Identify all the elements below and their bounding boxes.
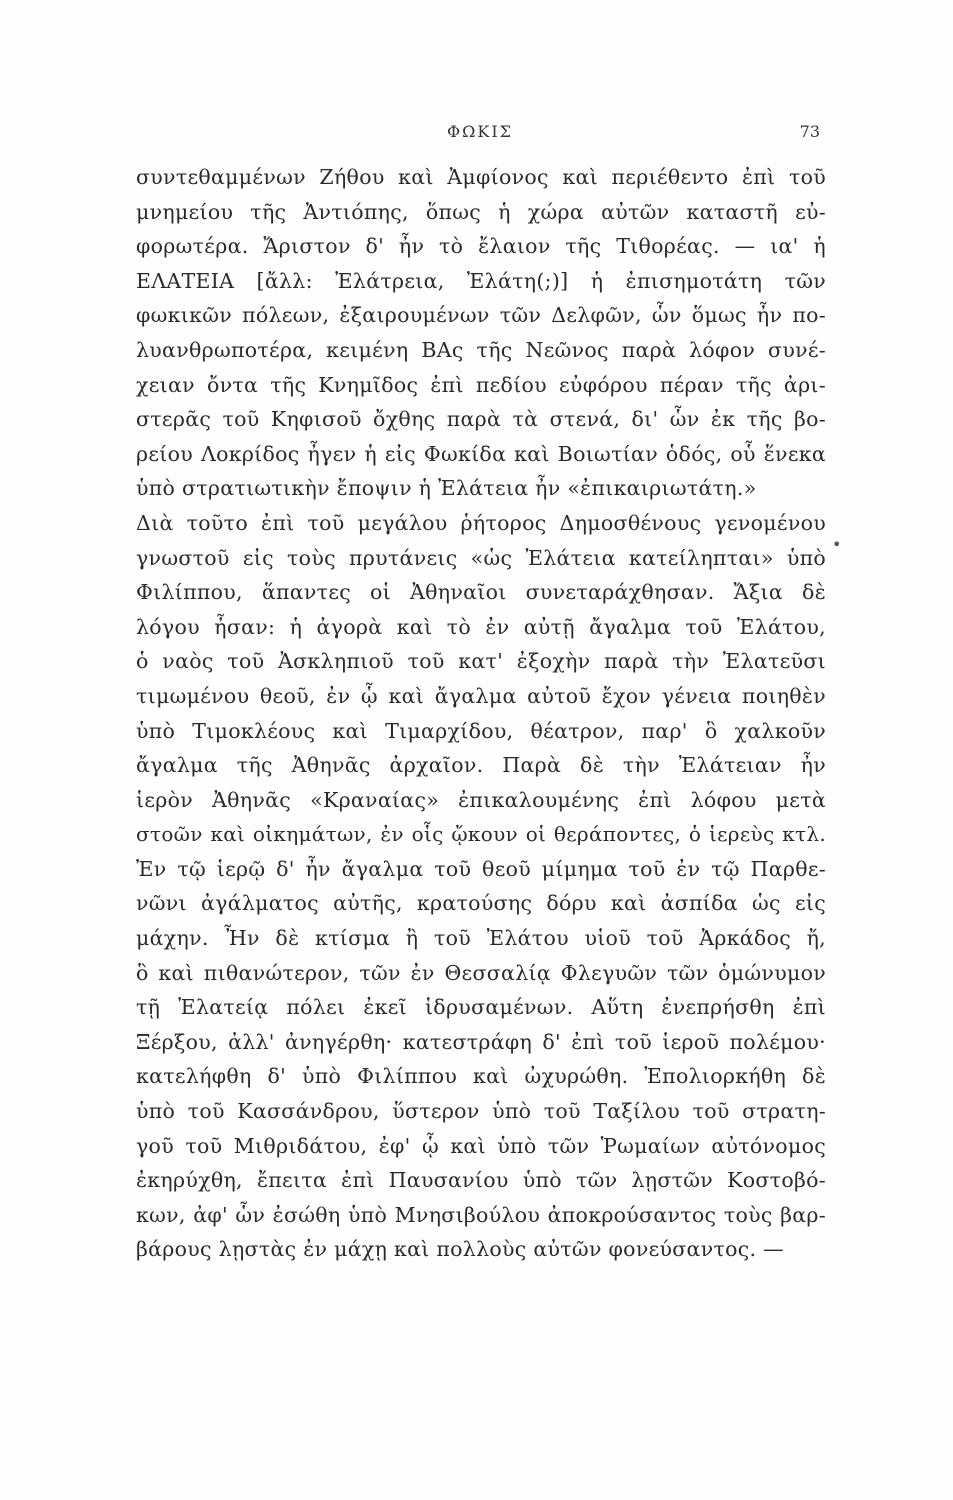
- text-line: ἄγαλμα τῆς Ἀθηνᾶς ἀρχαῖον. Παρὰ δὲ τὴν Ἐλάτειαν ἦν: [136, 753, 826, 778]
- text-line: λυανθρωποτέρα, κειμένη ΒΑς τῆς Νεῶνος παρὰ λόφον συνέ-: [136, 337, 826, 362]
- text-line: βάρους λῃστὰς ἐν μάχῃ καὶ πολλοὺς αὐτῶν φονεύσαντος. —: [136, 1237, 784, 1262]
- text-line: συντεθαμμένων Ζήθου καὶ Ἀμφίονος καὶ περιέθεντο ἐπὶ τοῦ: [136, 165, 826, 189]
- text-line: Ἐν τῷ ἱερῷ δ' ἦν ἄγαλμα τοῦ θεοῦ μίμημα τοῦ ἐν τῷ Παρθε-: [136, 856, 826, 881]
- text-line: ὁ ναὸς τοῦ Ἀσκληπιοῦ τοῦ κατ' ἐξοχὴν παρὰ τὴν Ἐλατεῦσι: [136, 649, 826, 674]
- text-line: μάχην. Ἦν δὲ κτίσμα ἢ τοῦ Ἐλάτου υἱοῦ τοῦ Ἀρκάδος ἤ,: [136, 926, 826, 951]
- text-line: ὃ καὶ πιθανώτερον, τῶν ἐν Θεσσαλίᾳ Φλεγυῶν τῶν ὁμώνυμον: [136, 960, 826, 985]
- text-line: Διὰ τοῦτο ἐπὶ τοῦ μεγάλου ῥήτορος Δημοσθένους γενομένου: [136, 510, 826, 535]
- text-line: ἱερὸν Ἀθηνᾶς «Κραναίας» ἐπικαλουμένης ἐπὶ λόφου μετὰ: [136, 787, 826, 812]
- text-line: ὑπὸ τοῦ Κασσάνδρου, ὕστερον ὑπὸ τοῦ Ταξίλου τοῦ στρατη-: [136, 1099, 826, 1124]
- text-line: νῶνι ἀγάλματος αὐτῆς, κρατούσης δόρυ καὶ ἀσπίδα ὡς εἰς: [136, 891, 826, 916]
- margin-mark: •: [832, 535, 842, 554]
- text-line: ὑπὸ Τιμοκλέους καὶ Τιμαρχίδου, θέατρον, παρ' ὃ χαλκοῦν: [136, 718, 826, 743]
- page-number: 73: [799, 122, 820, 141]
- text-line: στοῶν καὶ οἰκημάτων, ἐν οἷς ᾤκουν οἱ θεράποντες, ὁ ἱερεὺς κτλ.: [136, 822, 826, 847]
- text-line: στερᾶς τοῦ Κηφισοῦ ὄχθης παρὰ τὰ στενά, δι' ὧν ἐκ τῆς βο-: [136, 407, 826, 432]
- text-line: ΕΛΑΤΕΙΑ [ἄλλ: Ἐλάτρεια, Ἐλάτη(;)] ἡ ἐπισημοτάτη τῶν: [136, 268, 826, 293]
- text-line: ρείου Λοκρίδος ἦγεν ἡ εἰς Φωκίδα καὶ Βοιωτίαν ὁδός, οὗ ἕνεκα: [136, 441, 826, 466]
- text-line: τιμωμένου θεοῦ, ἐν ᾧ καὶ ἄγαλμα αὐτοῦ ἔχον γένεια ποιηθὲν: [136, 683, 826, 708]
- running-title: ΦΩΚΙΣ: [447, 122, 513, 141]
- running-head: [140, 122, 820, 148]
- text-line: Ξέρξου, ἀλλ' ἀνηγέρθη· κατεστράφη δ' ἐπὶ τοῦ ἱεροῦ πολέμου·: [136, 1029, 826, 1054]
- text-line: κων, ἀφ' ὧν ἐσώθη ὑπὸ Μνησιβούλου ἀποκρούσαντος τοὺς βαρ-: [136, 1202, 826, 1227]
- text-line: φωκικῶν πόλεων, ἐξαιρουμένων τῶν Δελφῶν, ὧν ὅμως ἦν πο-: [136, 303, 826, 328]
- text-line: μνημείου τῆς Ἀντιόπης, ὅπως ἡ χώρα αὐτῶν καταστῆ εὐ-: [136, 199, 826, 224]
- text-line: φορωτέρα. Ἄριστον δ' ἦν τὸ ἔλαιον τῆς Τιθορέας. — ια' ἡ: [136, 234, 826, 259]
- text-line: λόγου ἦσαν: ἡ ἀγορὰ καὶ τὸ ἐν αὐτῇ ἄγαλμα τοῦ Ἐλάτου,: [136, 614, 826, 639]
- text-line: χειαν ὄντα τῆς Κνημῖδος ἐπὶ πεδίου εὐφόρου πέραν τῆς ἀρι-: [136, 372, 826, 397]
- text-line: ἐκηρύχθη, ἔπειτα ἐπὶ Παυσανίου ὑπὸ τῶν λῃστῶν Κοστοβό-: [136, 1168, 826, 1193]
- text-line: κατελήφθη δ' ὑπὸ Φιλίππου καὶ ὠχυρώθη. Ἐπολιορκήθη δὲ: [136, 1064, 826, 1089]
- text-line: γνωστοῦ εἰς τοὺς πρυτάνεις «ὡς Ἐλάτεια κατείληπται» ὑπὸ: [136, 545, 826, 570]
- text-line: Φιλίππου, ἅπαντες οἱ Ἀθηναῖοι συνεταράχθησαν. Ἄξια δὲ: [136, 580, 826, 605]
- text-line: τῇ Ἐλατείᾳ πόλει ἐκεῖ ἱδρυσαμένων. Αὕτη ἐνεπρήσθη ἐπὶ: [136, 995, 826, 1020]
- text-line: γοῦ τοῦ Μιθριδάτου, ἐφ' ᾧ καὶ ὑπὸ τῶν Ῥωμαίων αὐτόνομος: [136, 1133, 826, 1158]
- body-text: [136, 160, 826, 1267]
- text-line: ὑπὸ στρατιωτικὴν ἔποψιν ἡ Ἐλάτεια ἦν «ἐπικαιριωτάτη.»: [136, 476, 757, 501]
